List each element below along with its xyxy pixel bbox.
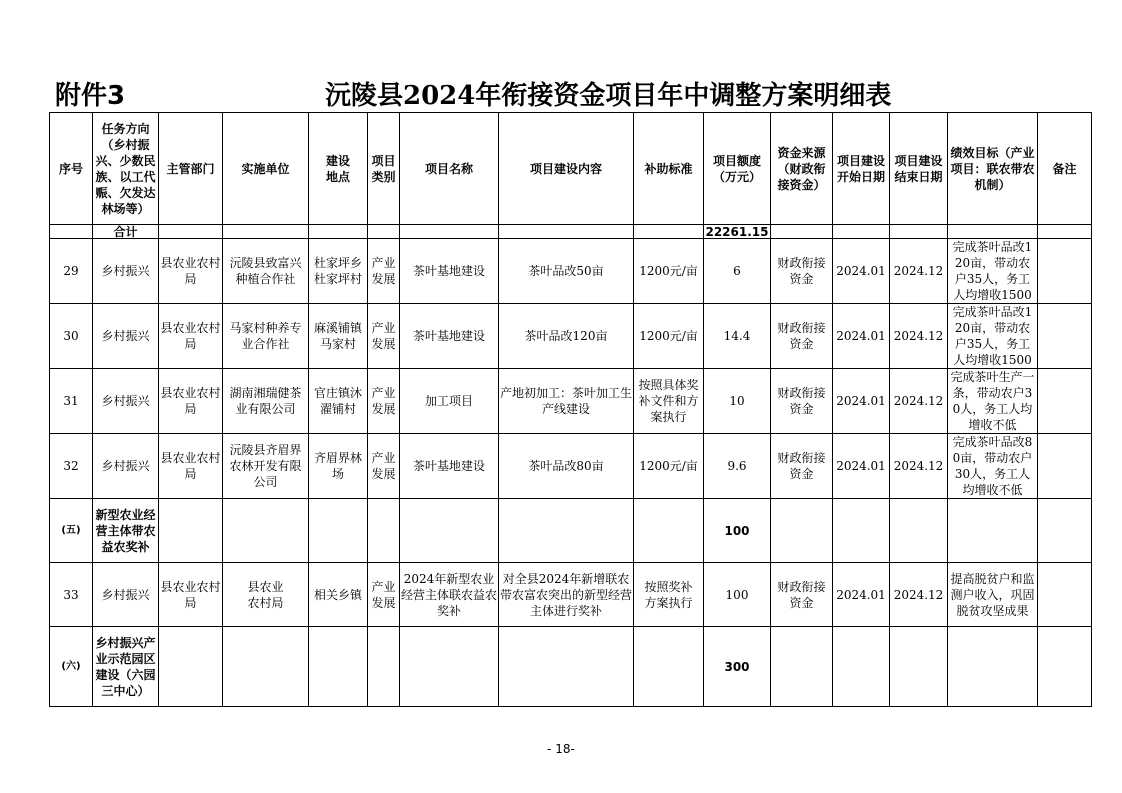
header-start: 项目建设开始日期 bbox=[833, 113, 890, 225]
table-header-row bbox=[50, 113, 1092, 225]
row-goal: 完成茶叶品改120亩，带动农户35人，务工人均增收1500 bbox=[948, 239, 1038, 304]
header-subsidy: 补助标准 bbox=[634, 113, 704, 225]
header-category: 项目类别 bbox=[368, 113, 400, 225]
total-row bbox=[50, 225, 1092, 239]
row-seq: 29 bbox=[50, 239, 93, 304]
row-remark bbox=[1038, 239, 1092, 304]
row-place: 相关乡镇 bbox=[309, 563, 368, 627]
header-content: 项目建设内容 bbox=[499, 113, 634, 225]
row-seq: 33 bbox=[50, 563, 93, 627]
row-task: 乡村振兴 bbox=[93, 434, 159, 499]
attachment-label: 附件3 bbox=[55, 81, 126, 111]
section-row-5 bbox=[50, 499, 1092, 563]
row-content: 产地初加工：茶叶加工生产线建设 bbox=[499, 369, 634, 434]
row-category: 产业发展 bbox=[368, 434, 400, 499]
row-dept: 县农业农村局 bbox=[159, 563, 223, 627]
row-remark bbox=[1038, 563, 1092, 627]
row-amount: 9.6 bbox=[704, 434, 771, 499]
row-remark bbox=[1038, 304, 1092, 369]
row-subsidy: 1200元/亩 bbox=[634, 304, 704, 369]
table-row bbox=[50, 369, 1092, 434]
row-start: 2024.01 bbox=[833, 434, 890, 499]
row-goal: 提高脱贫户和监测户收入，巩固脱贫攻坚成果 bbox=[948, 563, 1038, 627]
row-goal: 完成茶叶品改80亩，带动农户30人，务工人均增收不低 bbox=[948, 434, 1038, 499]
row-source: 财政衔接资金 bbox=[771, 239, 833, 304]
row-place: 杜家坪乡杜家坪村 bbox=[309, 239, 368, 304]
row-category: 产业发展 bbox=[368, 239, 400, 304]
header-seq: 序号 bbox=[50, 113, 93, 225]
project-detail-table bbox=[49, 112, 1092, 707]
row-remark bbox=[1038, 369, 1092, 434]
row-subsidy: 1200元/亩 bbox=[634, 239, 704, 304]
row-unit: 沅陵县齐眉界农林开发有限公司 bbox=[223, 434, 309, 499]
section-task: 乡村振兴产业示范园区建设（六园三中心） bbox=[93, 627, 159, 707]
row-category: 产业发展 bbox=[368, 369, 400, 434]
row-name: 茶叶基地建设 bbox=[400, 304, 499, 369]
row-amount: 14.4 bbox=[704, 304, 771, 369]
row-goal: 完成茶叶品改120亩，带动农户35人，务工人均增收1500 bbox=[948, 304, 1038, 369]
header-unit: 实施单位 bbox=[223, 113, 309, 225]
row-end: 2024.12 bbox=[890, 239, 948, 304]
row-category: 产业发展 bbox=[368, 563, 400, 627]
row-end: 2024.12 bbox=[890, 304, 948, 369]
row-name: 茶叶基地建设 bbox=[400, 239, 499, 304]
row-end: 2024.12 bbox=[890, 563, 948, 627]
page-title: 沅陵县2024年衔接资金项目年中调整方案明细表 bbox=[325, 81, 892, 111]
row-start: 2024.01 bbox=[833, 304, 890, 369]
row-source: 财政衔接资金 bbox=[771, 434, 833, 499]
row-end: 2024.12 bbox=[890, 434, 948, 499]
row-task: 乡村振兴 bbox=[93, 239, 159, 304]
table-row bbox=[50, 239, 1092, 304]
row-start: 2024.01 bbox=[833, 239, 890, 304]
row-name: 茶叶基地建设 bbox=[400, 434, 499, 499]
total-label: 合计 bbox=[93, 225, 159, 239]
total-amount: 22261.15 bbox=[705, 224, 769, 239]
table-row bbox=[50, 563, 1092, 627]
header-amount: 项目额度（万元） bbox=[704, 113, 771, 225]
row-place: 齐眉界林场 bbox=[309, 434, 368, 499]
row-unit: 沅陵县致富兴种植合作社 bbox=[223, 239, 309, 304]
row-start: 2024.01 bbox=[833, 369, 890, 434]
row-dept: 县农业农村局 bbox=[159, 434, 223, 499]
row-goal: 完成茶叶生产一条，带动农户30人，务工人均增收不低 bbox=[948, 369, 1038, 434]
row-amount: 10 bbox=[704, 369, 771, 434]
section-amount: 300 bbox=[704, 627, 771, 707]
section-seq: (五) bbox=[50, 499, 93, 563]
row-amount: 100 bbox=[704, 563, 771, 627]
row-unit: 湖南湘瑞健茶业有限公司 bbox=[223, 369, 309, 434]
row-start: 2024.01 bbox=[833, 563, 890, 627]
row-subsidy: 1200元/亩 bbox=[634, 434, 704, 499]
row-source: 财政衔接资金 bbox=[771, 304, 833, 369]
row-task: 乡村振兴 bbox=[93, 369, 159, 434]
row-place: 官庄镇沐濯铺村 bbox=[309, 369, 368, 434]
row-dept: 县农业农村局 bbox=[159, 369, 223, 434]
header-dept: 主管部门 bbox=[159, 113, 223, 225]
row-content: 茶叶品改80亩 bbox=[499, 434, 634, 499]
row-dept: 县农业农村局 bbox=[159, 239, 223, 304]
header-source: 资金来源（财政衔接资金） bbox=[771, 113, 833, 225]
table-row bbox=[50, 304, 1092, 369]
row-end: 2024.12 bbox=[890, 369, 948, 434]
section-amount: 100 bbox=[704, 499, 771, 563]
row-content: 对全县2024年新增联农带农富农突出的新型经营主体进行奖补 bbox=[499, 563, 634, 627]
section-seq: (六) bbox=[50, 627, 93, 707]
section-row-6 bbox=[50, 627, 1092, 707]
row-unit: 马家村种养专业合作社 bbox=[223, 304, 309, 369]
row-unit: 县农业农村局 bbox=[223, 563, 309, 627]
row-place: 麻溪铺镇马家村 bbox=[309, 304, 368, 369]
row-seq: 32 bbox=[50, 434, 93, 499]
row-source: 财政衔接资金 bbox=[771, 369, 833, 434]
row-amount: 6 bbox=[704, 239, 771, 304]
header-remark: 备注 bbox=[1038, 113, 1092, 225]
row-content: 茶叶品改50亩 bbox=[499, 239, 634, 304]
row-seq: 30 bbox=[50, 304, 93, 369]
row-task: 乡村振兴 bbox=[93, 304, 159, 369]
row-content: 茶叶品改120亩 bbox=[499, 304, 634, 369]
header-task: 任务方向（乡村振兴、少数民族、以工代赈、欠发达林场等） bbox=[93, 113, 159, 225]
section-task: 新型农业经营主体带农益农奖补 bbox=[93, 499, 159, 563]
table-row bbox=[50, 434, 1092, 499]
header-name: 项目名称 bbox=[400, 113, 499, 225]
header-place: 建设地点 bbox=[309, 113, 368, 225]
page-number: - 18- bbox=[547, 742, 575, 756]
row-name: 2024年新型农业经营主体联农益农奖补 bbox=[400, 563, 499, 627]
header-end: 项目建设结束日期 bbox=[890, 113, 948, 225]
row-dept: 县农业农村局 bbox=[159, 304, 223, 369]
row-seq: 31 bbox=[50, 369, 93, 434]
row-name: 加工项目 bbox=[400, 369, 499, 434]
row-remark bbox=[1038, 434, 1092, 499]
row-task: 乡村振兴 bbox=[93, 563, 159, 627]
row-subsidy: 按照奖补方案执行 bbox=[634, 563, 704, 627]
row-subsidy: 按照具体奖补文件和方案执行 bbox=[634, 369, 704, 434]
header-goal: 绩效目标（产业项目：联农带农机制） bbox=[948, 113, 1038, 225]
row-source: 财政衔接资金 bbox=[771, 563, 833, 627]
row-category: 产业发展 bbox=[368, 304, 400, 369]
